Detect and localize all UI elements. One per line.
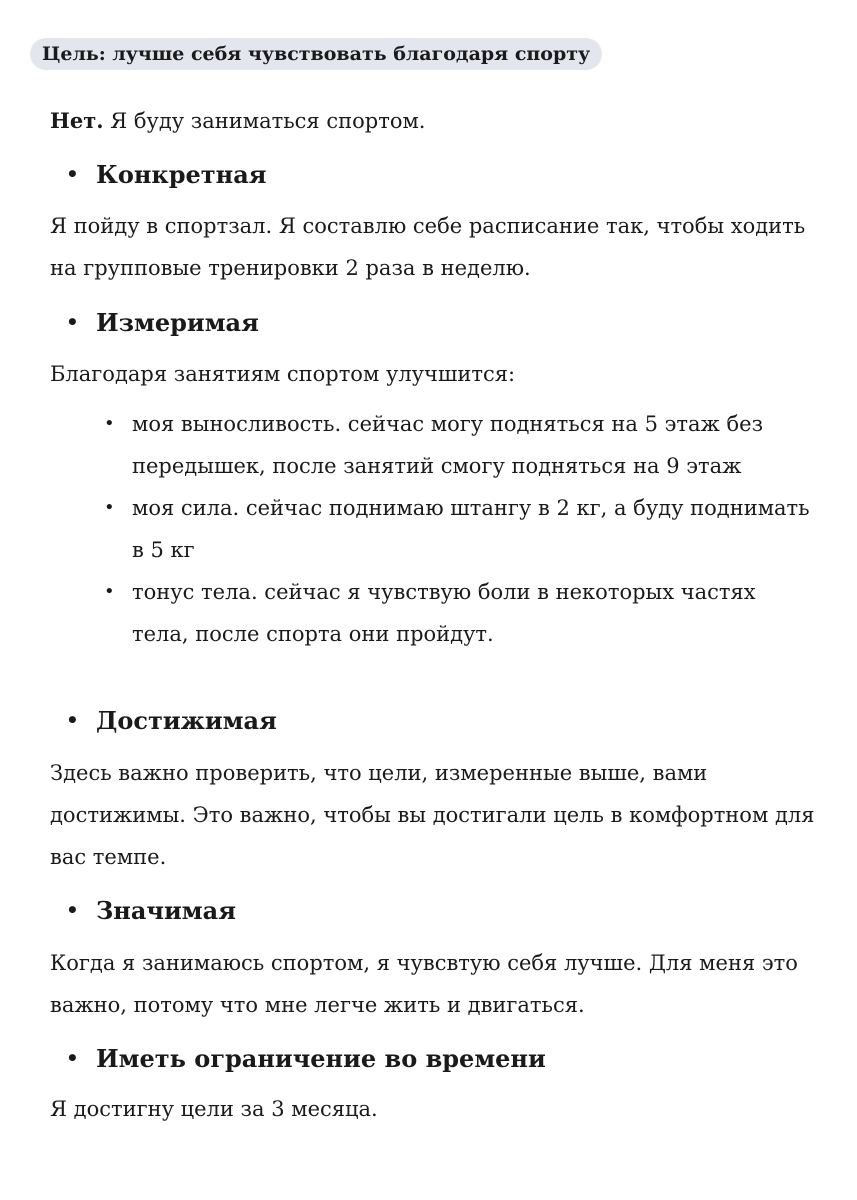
heading-relevant-title: Значимая	[96, 896, 236, 925]
list-item	[104, 403, 816, 487]
heading-time-bound-title: Иметь ограничение во времени	[96, 1044, 546, 1073]
list-item-text: моя сила. сейчас поднимаю штангу в 2 кг, а буду поднимать в 5 кг	[132, 496, 810, 562]
intro-line	[50, 104, 425, 138]
list-item-text: моя выносливость. сейчас могу подняться на 5 этаж без передышек, после занятий смогу подняться на 9 этаж	[132, 412, 764, 478]
paragraph-relevant: Когда я занимаюсь спортом, я чувсвтую себя лучше. Для меня это важно, потому что мне легче жить и двигаться.	[50, 951, 798, 1017]
intro-text: Я буду заниматься спортом.	[103, 109, 426, 133]
paragraph-measurable: Благодаря занятиям спортом улучшится:	[50, 362, 516, 386]
heading-measurable	[66, 305, 259, 340]
heading-specific	[66, 157, 267, 192]
list-item-text: тонус тела. сейчас я чувствую боли в некоторых частях тела, после спорта они пройдут.	[132, 580, 756, 646]
heading-measurable-title: Измеримая	[96, 308, 259, 337]
list-item	[104, 571, 816, 655]
heading-relevant	[66, 893, 236, 928]
bullet-icon: •	[104, 581, 115, 602]
heading-time-bound	[66, 1041, 546, 1076]
heading-achievable	[66, 703, 277, 738]
heading-achievable-title: Достижимая	[96, 706, 277, 735]
bullet-icon: •	[66, 1046, 79, 1070]
paragraph-achievable: Здесь важно проверить, что цели, измеренные выше, вами достижимы. Это важно, чтобы вы достигали цель в комфортном для вас темпе.	[50, 761, 815, 869]
measurable-list	[104, 403, 816, 655]
bullet-icon: •	[66, 898, 79, 922]
intro-label: Нет.	[50, 108, 104, 133]
bullet-icon: •	[66, 708, 79, 732]
paragraph-specific: Я пойду в спортзал. Я составлю себе расписание так, чтобы ходить на групповые тренировки 2 раза в неделю.	[50, 214, 806, 280]
paragraph-time-bound: Я достигну цели за 3 месяца.	[50, 1097, 378, 1121]
goal-tag: Цель: лучше себя чувствовать благодаря спорту	[30, 38, 602, 70]
heading-specific-title: Конкретная	[96, 160, 267, 189]
bullet-icon: •	[104, 497, 115, 518]
list-item	[104, 487, 816, 571]
bullet-icon: •	[104, 413, 115, 434]
bullet-icon: •	[66, 162, 79, 186]
bullet-icon: •	[66, 310, 79, 334]
